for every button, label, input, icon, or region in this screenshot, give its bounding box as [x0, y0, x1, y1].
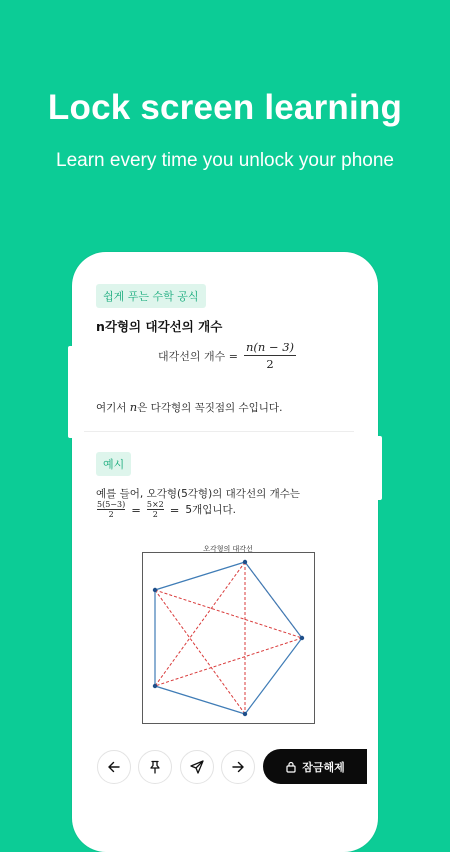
formula-denominator: 2 — [266, 357, 274, 371]
send-icon — [189, 759, 205, 775]
vertex — [243, 560, 247, 564]
lock-icon — [285, 761, 297, 773]
calc-fraction-2 — [147, 500, 164, 519]
section-divider — [84, 431, 354, 432]
phone-side-button-left — [68, 346, 74, 438]
desc-variable: n — [129, 400, 138, 414]
back-button[interactable] — [97, 750, 131, 784]
fraction-bar — [244, 355, 296, 356]
desc-suffix: 은 다각형의 꼭짓점의 수입니다. — [137, 402, 283, 414]
pin-button[interactable] — [138, 750, 172, 784]
tag-example: 예시 — [96, 452, 131, 476]
calc-equals-2: = — [169, 502, 180, 517]
formula-fraction — [244, 340, 296, 371]
lockscreen-content — [84, 266, 366, 800]
pin-icon — [147, 759, 163, 775]
example-calculation — [97, 500, 236, 519]
pentagon-diagram — [142, 552, 315, 724]
next-button[interactable] — [221, 750, 255, 784]
desc-prefix: 여기서 — [96, 402, 130, 414]
calc-fraction-1 — [97, 500, 125, 519]
calc-frac2-den: 2 — [152, 510, 158, 519]
card1-title: n각형의 대각선의 개수 — [96, 319, 223, 334]
formula-lhs: 대각선의 개수 = — [158, 349, 238, 363]
vertex — [300, 636, 304, 640]
unlock-button[interactable] — [263, 749, 367, 784]
calc-result: 5개입니다. — [185, 504, 236, 516]
calc-frac1-num: 5(5−3) — [97, 500, 126, 509]
unlock-label: 잠금해제 — [302, 760, 345, 774]
phone-side-button-right — [376, 436, 382, 500]
card1-description — [96, 400, 282, 415]
diagram-frame — [143, 553, 315, 724]
formula-numerator: n(n − 3) — [245, 340, 295, 354]
vertex — [243, 712, 247, 716]
calc-frac2-num: 5×2 — [146, 500, 164, 509]
hero-subtitle: Learn every time you unlock your phone — [56, 150, 394, 171]
arrow-left-icon — [106, 759, 122, 775]
hero-title: Lock screen learning — [47, 88, 403, 127]
calc-equals-1: = — [131, 502, 141, 517]
share-button[interactable] — [180, 750, 214, 784]
calc-frac1-den: 2 — [108, 510, 114, 519]
diagonal-formula — [158, 340, 296, 371]
vertex — [153, 588, 157, 592]
example-line1: 예를 들어, 오각형(5각형)의 대각선의 개수는 — [96, 488, 300, 500]
vertex — [153, 684, 157, 688]
pentagon-diagram-title: 오각형의 대각선 — [203, 545, 253, 553]
tag-math-formula: 쉽게 푸는 수학 공식 — [96, 284, 206, 308]
arrow-right-icon — [230, 759, 246, 775]
